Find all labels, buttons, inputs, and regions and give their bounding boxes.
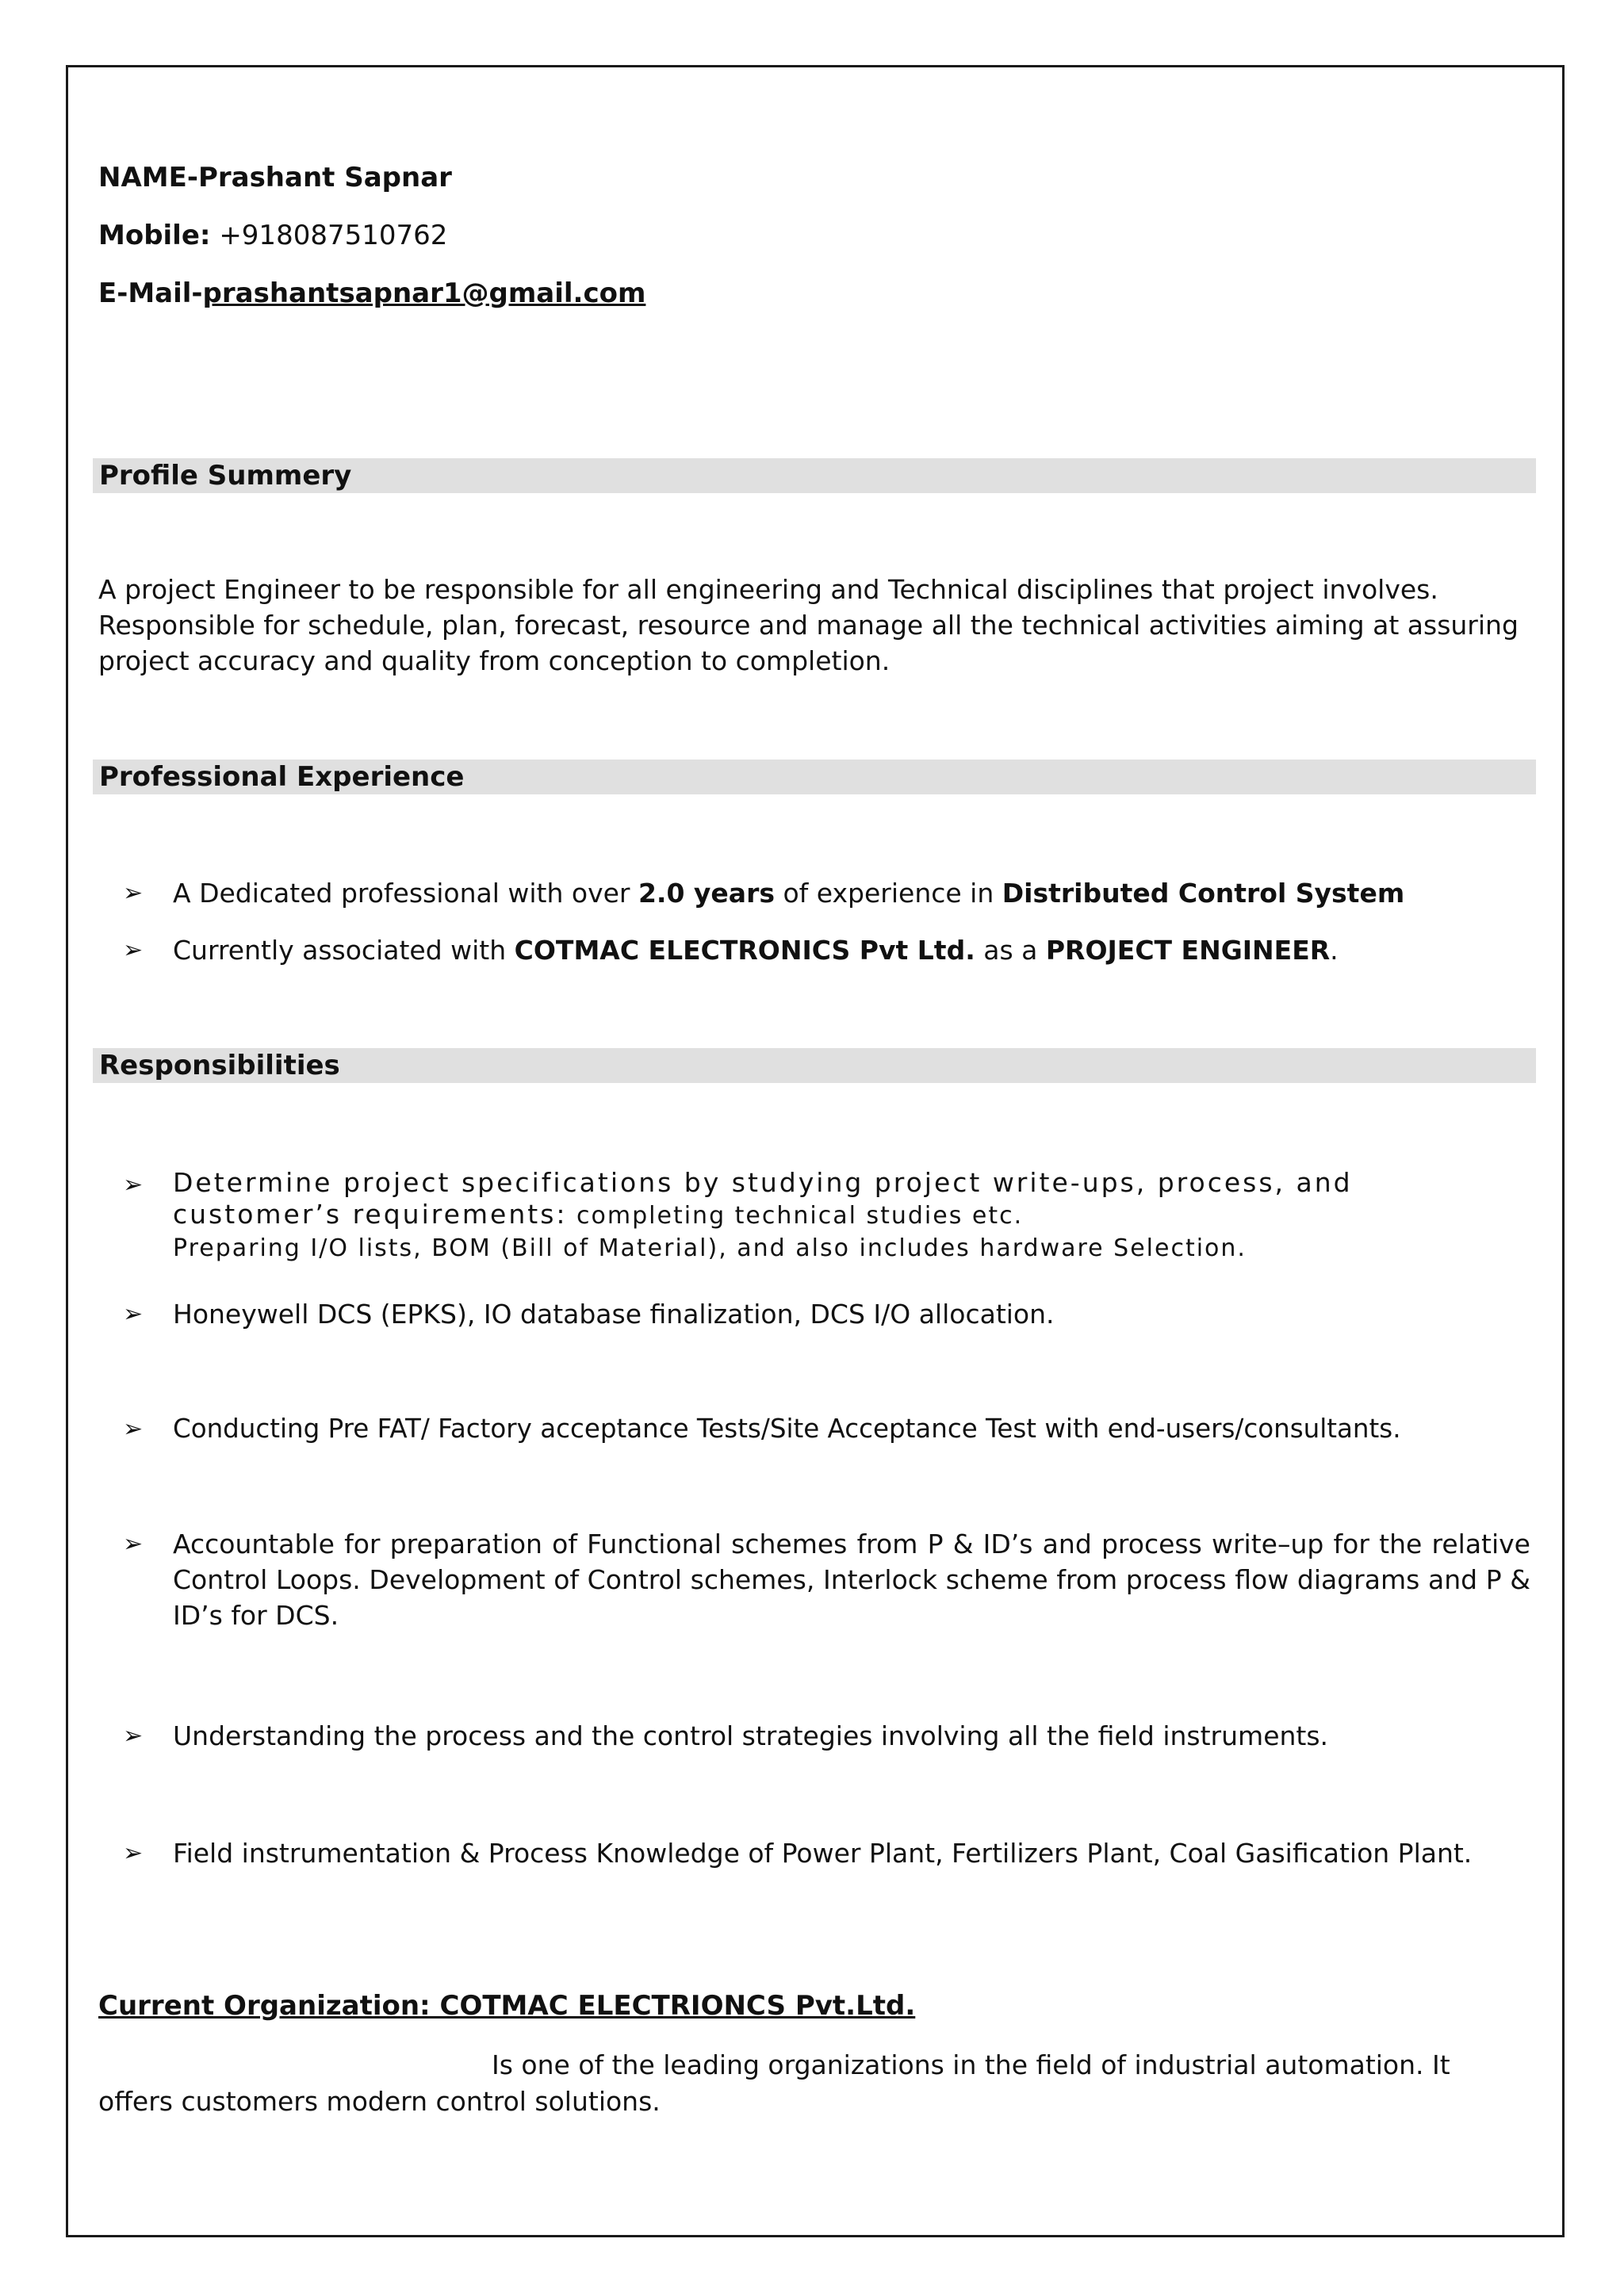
responsibility-item bbox=[123, 1296, 1534, 1332]
responsibility-item bbox=[123, 1718, 1534, 1754]
arrow-bullet-icon: ➢ bbox=[123, 1530, 144, 1558]
current-organization-heading: Current Organization: COTMAC ELECTRIONCS Pvt.Ltd. bbox=[98, 1990, 916, 2022]
mobile-value: +918087510762 bbox=[219, 220, 448, 251]
email-line bbox=[98, 276, 645, 311]
organization-description-line1: Is one of the leading organizations in the field of industrial automation. It bbox=[492, 2049, 1450, 2080]
page-border bbox=[66, 65, 1565, 2237]
profile-summary-text: A project Engineer to be responsible for all engineering and Technical disciplines that project involves. Responsible for schedule, plan, forecast, resource and manage all the technical activities aiming at assuring project accuracy and quality from conception to completion. bbox=[98, 574, 1519, 676]
responsibility-item-text: Determine project specifications by studying project write-ups, process, and customer’s requirements: completing technical studies etc. Preparing I/O lists, BOM (Bill of Material), and also includes hardware Selection. bbox=[173, 1167, 1353, 1262]
responsibility-item bbox=[123, 1167, 1534, 1270]
responsibilities-heading: Responsibilities bbox=[93, 1048, 1536, 1083]
responsibility-item bbox=[123, 1526, 1530, 1637]
profile-summary-heading: Profile Summery bbox=[93, 458, 1536, 493]
experience-item-text: A Dedicated professional with over 2.0 years of experience in Distributed Control System bbox=[173, 878, 1405, 909]
arrow-bullet-icon: ➢ bbox=[123, 1722, 144, 1750]
experience-item bbox=[123, 875, 1534, 911]
candidate-name: NAME-Prashant Sapnar bbox=[98, 162, 452, 193]
email-link[interactable]: prashantsapnar1@gmail.com bbox=[202, 277, 646, 309]
responsibility-item bbox=[123, 1835, 1530, 1911]
mobile-label: Mobile: bbox=[98, 220, 211, 251]
arrow-bullet-icon: ➢ bbox=[123, 1300, 144, 1328]
responsibility-item-text: Honeywell DCS (EPKS), IO database finalization, DCS I/O allocation. bbox=[173, 1299, 1055, 1330]
email-label: E-Mail- bbox=[98, 277, 203, 309]
experience-item-text: Currently associated with COTMAC ELECTRONICS Pvt Ltd. as a PROJECT ENGINEER. bbox=[173, 935, 1339, 966]
responsibility-item-text: Field instrumentation & Process Knowledge of Power Plant, Fertilizers Plant, Coal Gasification Plant. bbox=[173, 1838, 1473, 1869]
responsibility-item-text: Understanding the process and the control strategies involving all the field instruments. bbox=[173, 1720, 1329, 1751]
mobile-line bbox=[98, 218, 447, 253]
responsibility-item-text: Conducting Pre FAT/ Factory acceptance Tests/Site Acceptance Test with end-users/consultants. bbox=[173, 1414, 1401, 1444]
arrow-bullet-icon: ➢ bbox=[123, 1415, 144, 1443]
responsibility-item bbox=[123, 1411, 1530, 1447]
arrow-bullet-icon: ➢ bbox=[123, 1839, 144, 1867]
arrow-bullet-icon: ➢ bbox=[123, 879, 144, 907]
professional-experience-heading: Professional Experience bbox=[93, 760, 1536, 794]
experience-item bbox=[123, 932, 1534, 968]
responsibility-item-text: Accountable for preparation of Functional schemes from P & ID’s and process write–up for the relative Control Loops. Development of Control schemes, Interlock scheme from process flow diagrams and P & ID’s for DCS. bbox=[173, 1529, 1530, 1631]
arrow-bullet-icon: ➢ bbox=[123, 1171, 144, 1199]
arrow-bullet-icon: ➢ bbox=[123, 936, 144, 964]
organization-description-line2: offers customers modern control solutions. bbox=[98, 2086, 661, 2117]
